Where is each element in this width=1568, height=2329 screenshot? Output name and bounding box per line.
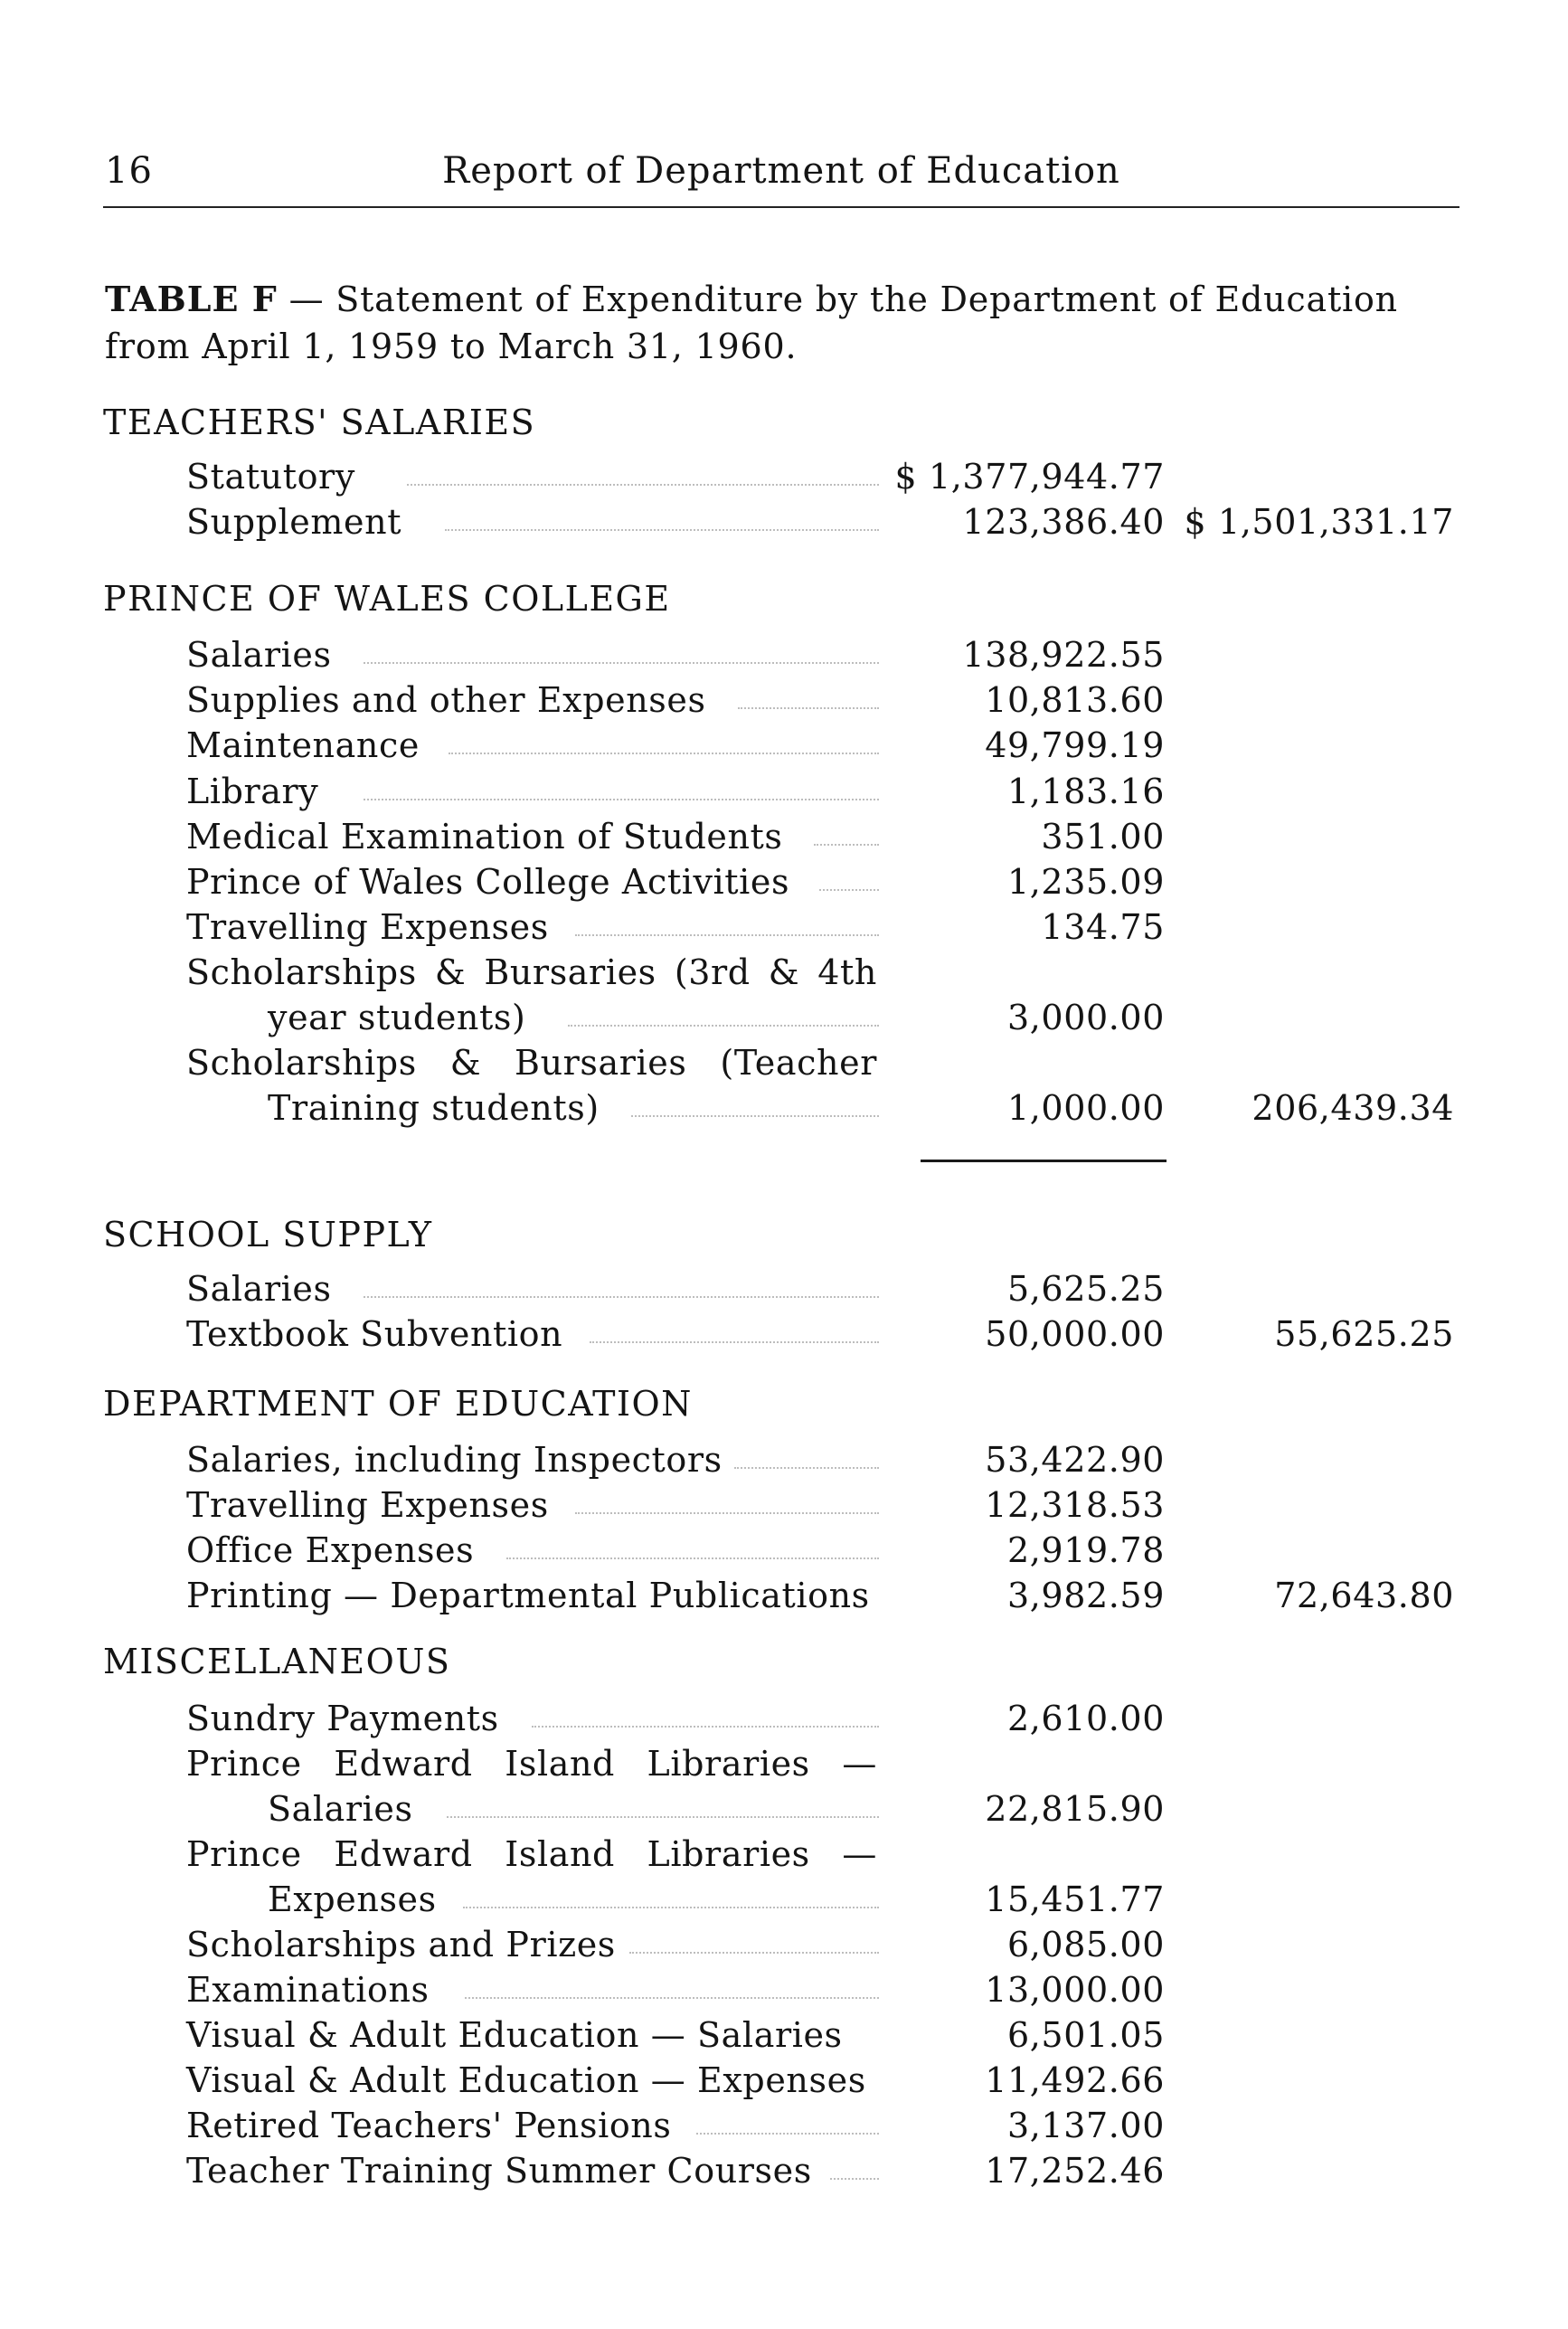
label-word: Libraries	[647, 1744, 810, 1784]
row-label: Expenses	[268, 1879, 437, 1919]
row-amount: 123,386.40	[962, 502, 1165, 542]
row-amount: 3,137.00	[1006, 2106, 1165, 2145]
header-rule	[103, 206, 1459, 208]
dot-leader	[819, 889, 879, 891]
section-total: 206,439.34	[1252, 1088, 1454, 1128]
table-row	[0, 2106, 1568, 2149]
label-word: &	[434, 952, 467, 992]
table-row	[0, 862, 1568, 905]
dot-leader	[364, 799, 879, 800]
row-amount: 17,252.46	[985, 2151, 1165, 2191]
row-label: Office Expenses	[186, 1530, 475, 1570]
section-title-teachers-salaries: TEACHERS' SALARIES	[103, 402, 536, 442]
table-row	[0, 1699, 1568, 1742]
table-row	[0, 907, 1568, 951]
dot-leader	[631, 1115, 879, 1117]
label-word: Edward	[334, 1834, 473, 1874]
wrapped-label-line	[186, 1043, 877, 1083]
section-total: 72,643.80	[1274, 1576, 1454, 1615]
table-row	[0, 502, 1568, 545]
table-label: TABLE F	[105, 279, 278, 319]
row-label: Printing — Departmental Publications	[186, 1576, 870, 1615]
row-label: Textbook Subvention	[186, 1314, 563, 1354]
dot-leader	[575, 934, 879, 936]
row-amount: 15,451.77	[985, 1879, 1165, 1919]
row-amount: $ 1,377,944.77	[894, 457, 1165, 497]
page-number: 16	[105, 150, 153, 192]
dot-leader	[629, 1952, 879, 1954]
row-amount: 134.75	[1041, 907, 1165, 947]
row-label: Sundry Payments	[186, 1699, 499, 1738]
dot-leader	[532, 1726, 879, 1728]
dot-leader	[364, 662, 879, 664]
label-word: Prince	[186, 1744, 302, 1784]
label-word: Libraries	[647, 1834, 810, 1874]
table-row	[0, 1925, 1568, 1968]
table-row	[0, 1576, 1568, 1619]
row-amount: 13,000.00	[985, 1970, 1165, 2010]
dot-leader	[364, 1296, 879, 1298]
label-word: Island	[505, 1834, 615, 1874]
section-title-miscellaneous: MISCELLANEOUS	[103, 1642, 451, 1681]
dot-leader	[465, 1997, 879, 1999]
row-label: Statutory	[186, 457, 355, 497]
row-label: Supplement	[186, 502, 402, 542]
row-label: Salaries	[186, 1269, 332, 1309]
dot-leader	[830, 2178, 879, 2180]
row-label: Medical Examination of Students	[186, 817, 783, 857]
dot-leader	[449, 753, 879, 754]
row-amount: 2,919.78	[1006, 1530, 1165, 1570]
row-amount: 3,000.00	[1006, 998, 1165, 1037]
row-amount: 49,799.19	[985, 725, 1165, 765]
row-label: Visual & Adult Education — Salaries	[186, 2015, 843, 2055]
table-row	[0, 1485, 1568, 1529]
label-word: Bursaries	[484, 952, 656, 992]
table-row	[0, 1789, 1568, 1832]
row-amount: 11,492.66	[985, 2060, 1165, 2100]
dot-leader	[590, 1341, 879, 1343]
row-label: Prince of Wales College Activities	[186, 862, 790, 902]
dot-leader	[445, 529, 879, 531]
dot-leader	[506, 1557, 879, 1559]
page-header	[105, 150, 1458, 204]
table-row	[0, 772, 1568, 815]
row-label: Library	[186, 772, 319, 811]
label-word: Prince	[186, 1834, 302, 1874]
row-amount: 6,501.05	[1006, 2015, 1165, 2055]
row-amount: 53,422.90	[985, 1440, 1165, 1480]
table-caption	[105, 276, 1461, 370]
row-label: Supplies and other Expenses	[186, 680, 706, 720]
row-label: Teacher Training Summer Courses	[186, 2151, 812, 2191]
dot-leader	[814, 844, 879, 846]
wrapped-label-line	[186, 952, 877, 992]
row-label: Examinations	[186, 1970, 430, 2010]
dot-leader	[568, 1025, 879, 1027]
table-row	[0, 2060, 1568, 2104]
wrapped-label-line	[186, 1744, 877, 1784]
dot-leader	[734, 1467, 879, 1469]
table-row	[0, 1314, 1568, 1358]
row-amount: 12,318.53	[985, 1485, 1165, 1525]
table-row	[0, 1970, 1568, 2013]
row-amount: 1,235.09	[1006, 862, 1165, 902]
table-row	[0, 725, 1568, 769]
row-amount: 10,813.60	[985, 680, 1165, 720]
label-word: —	[842, 1744, 877, 1784]
row-amount: 6,085.00	[1006, 1925, 1165, 1965]
dot-leader	[696, 2133, 879, 2135]
row-amount: 351.00	[1041, 817, 1165, 857]
row-label: Salaries	[268, 1789, 413, 1829]
row-label: Maintenance	[186, 725, 420, 765]
table-row	[0, 680, 1568, 724]
dot-leader	[575, 1512, 879, 1514]
label-word: 4th	[817, 952, 877, 992]
label-word: (Teacher	[720, 1043, 877, 1083]
row-label: Retired Teachers' Pensions	[186, 2106, 672, 2145]
row-amount: 22,815.90	[985, 1789, 1165, 1829]
table-row	[0, 457, 1568, 500]
row-amount: 1,183.16	[1006, 772, 1165, 811]
row-amount: 50,000.00	[985, 1314, 1165, 1354]
row-label: Scholarships and Prizes	[186, 1925, 616, 1965]
subtotal-rule	[921, 1160, 1167, 1162]
row-label: Training students)	[268, 1088, 600, 1128]
dot-leader	[738, 707, 879, 709]
table-row	[0, 635, 1568, 678]
row-label: Salaries, including Inspectors	[186, 1440, 723, 1480]
section-total: 55,625.25	[1274, 1314, 1454, 1354]
label-word: &	[449, 1043, 482, 1083]
section-title-department-of-education: DEPARTMENT OF EDUCATION	[103, 1384, 693, 1424]
row-label: Salaries	[186, 635, 332, 675]
table-row	[0, 1530, 1568, 1574]
row-label: Travelling Expenses	[186, 1485, 549, 1525]
wrapped-label-line	[186, 1834, 877, 1874]
label-word: (3rd	[674, 952, 751, 992]
table-caption-text: — Statement of Expenditure by the Department of Education from April 1, 1959 to March 31, 1960.	[105, 279, 1398, 366]
label-word: Edward	[334, 1744, 473, 1784]
table-row	[0, 998, 1568, 1041]
label-word: Island	[505, 1744, 615, 1784]
label-word: Scholarships	[186, 1043, 417, 1083]
table-row	[0, 2015, 1568, 2059]
section-total: $ 1,501,331.17	[1184, 502, 1454, 542]
dot-leader	[463, 1907, 879, 1908]
dot-leader	[447, 1816, 879, 1818]
label-word: &	[768, 952, 800, 992]
section-title-prince-of-wales-college: PRINCE OF WALES COLLEGE	[103, 579, 671, 619]
row-amount: 1,000.00	[1006, 1088, 1165, 1128]
label-word: Scholarships	[186, 952, 417, 992]
row-amount: 2,610.00	[1006, 1699, 1165, 1738]
table-row	[0, 817, 1568, 860]
row-label: year students)	[268, 998, 526, 1037]
table-row	[0, 1879, 1568, 1923]
dot-leader	[407, 484, 879, 486]
section-title-school-supply: SCHOOL SUPPLY	[103, 1215, 433, 1254]
table-row	[0, 1269, 1568, 1312]
row-amount: 3,982.59	[1006, 1576, 1165, 1615]
label-word: —	[842, 1834, 877, 1874]
table-row	[0, 2151, 1568, 2194]
row-amount: 138,922.55	[962, 635, 1165, 675]
label-word: Bursaries	[515, 1043, 687, 1083]
row-label: Visual & Adult Education — Expenses	[186, 2060, 866, 2100]
row-amount: 5,625.25	[1006, 1269, 1165, 1309]
running-title: Report of Department of Education	[442, 150, 1120, 192]
table-row	[0, 1088, 1568, 1131]
row-label: Travelling Expenses	[186, 907, 549, 947]
table-row	[0, 1440, 1568, 1483]
